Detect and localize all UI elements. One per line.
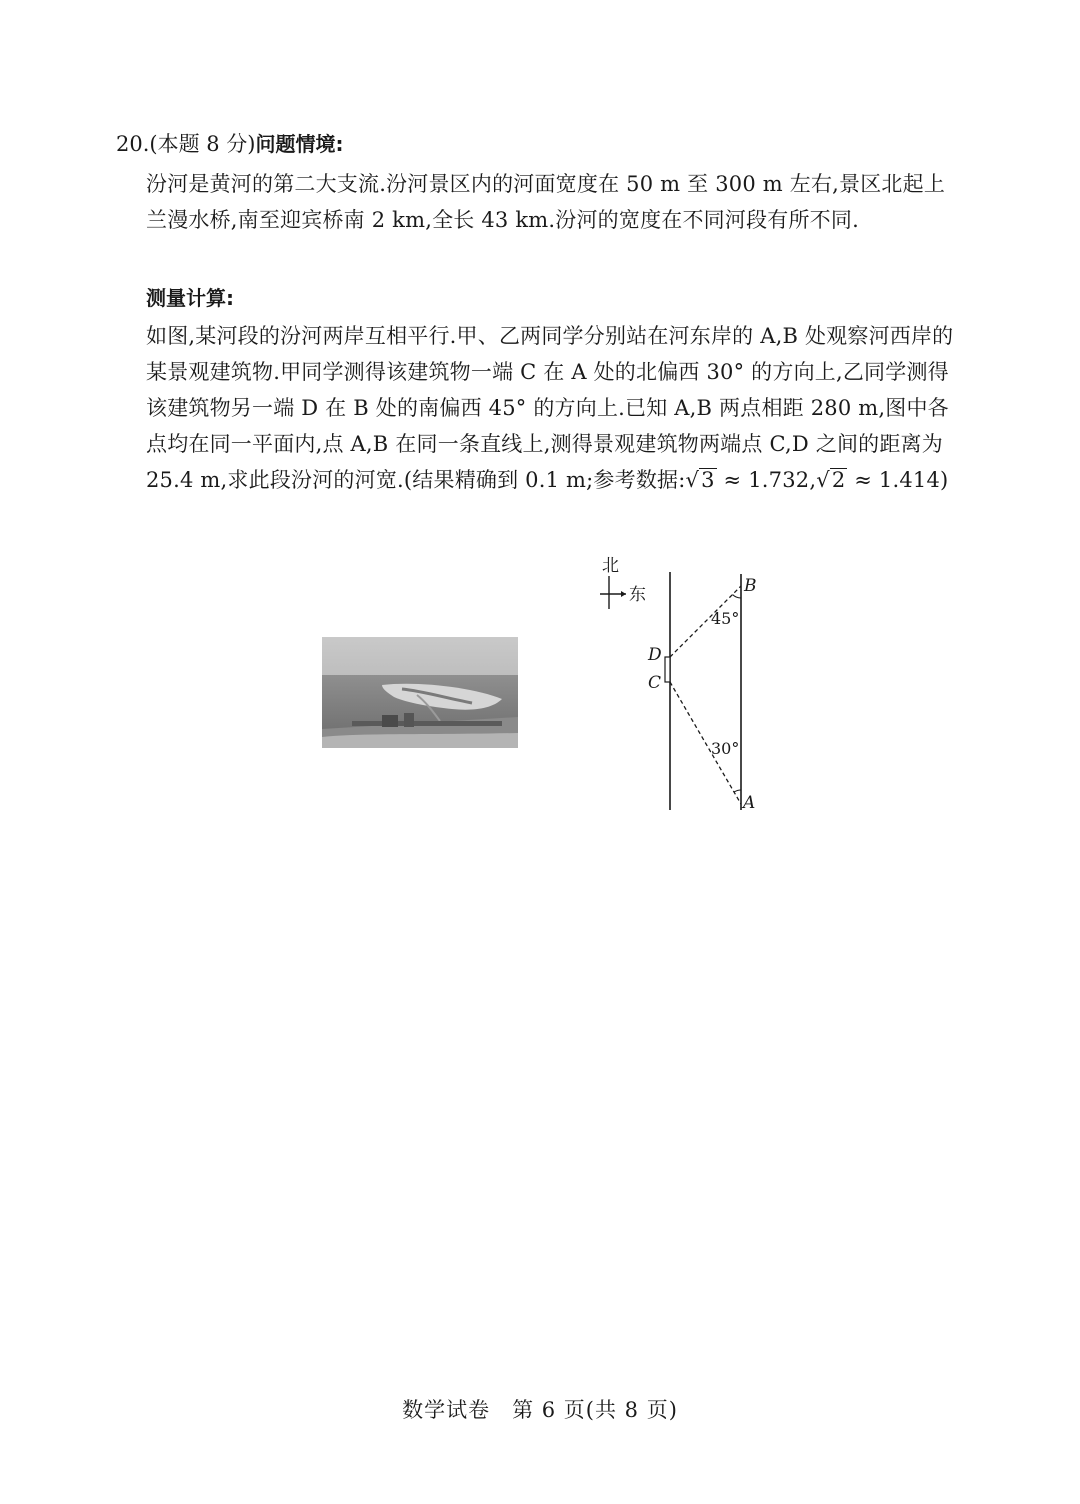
sqrt2-radicand: 2 [831, 468, 846, 492]
river-photo [322, 637, 518, 748]
label-c: C [648, 673, 662, 693]
question-header [116, 128, 344, 160]
sqrt2-expression: √2 ≈ 1.414) [816, 468, 949, 492]
context-paragraph: 汾河是黄河的第二大支流.汾河景区内的河面宽度在 50 m 至 300 m 左右,景区北起上兰漫水桥,南至迎宾桥南 2 km,全长 43 km.汾河的宽度在不同河段有所不同. [146, 172, 946, 232]
label-d: D [648, 645, 662, 665]
ref-prefix: 据: [657, 468, 686, 492]
compass-north-label: 北 [602, 556, 619, 576]
question-number: 20. [116, 132, 150, 156]
section-label: 问题情境: [255, 132, 344, 156]
angle-label-b: 45° [711, 609, 740, 628]
angle-arc-a [734, 790, 741, 792]
label-b: B [744, 576, 757, 596]
geometry-diagram [592, 552, 782, 818]
compass-icon [600, 576, 626, 609]
task-label: 测量计算: [146, 286, 234, 310]
angle-arc-b [733, 595, 742, 599]
score-note: (本题 8 分) [149, 132, 256, 156]
page-footer: 数学试卷 第 6 页(共 8 页) [402, 1398, 678, 1422]
sqrt3-radicand: 3 [701, 468, 715, 492]
compass-east-label: 东 [629, 585, 646, 605]
task-paragraph [146, 318, 966, 498]
angle-label-a: 30° [711, 739, 740, 758]
label-a: A [743, 793, 756, 813]
task-text: 如图,某河段的汾河两岸互相平行.甲、乙两同学分别站在河东岸的 A,B 处观察河西岸的某景观建筑物.甲同学测得该建筑物一端 C 在 A 处的北偏西 30° 的方向上,乙同学测得该建筑物另一端 D 在 B 处的南偏西 45° 的方向上.已知 A,B 两点相距 280 m,图中各点均在同一平面内,点 A,B 在同一条直线上,测得景观建筑物两端点 C,D 之间的距离为 25.4 m,求此段汾河的河宽.(结果精确到 0.1 m;参考数 [146, 324, 954, 492]
sqrt2-value: ≈ 1.414) [847, 468, 949, 492]
sqrt3-expression: √3 ≈ 1.732, [685, 468, 817, 492]
building-cd [665, 657, 670, 682]
sqrt3-value: ≈ 1.732, [716, 468, 817, 492]
